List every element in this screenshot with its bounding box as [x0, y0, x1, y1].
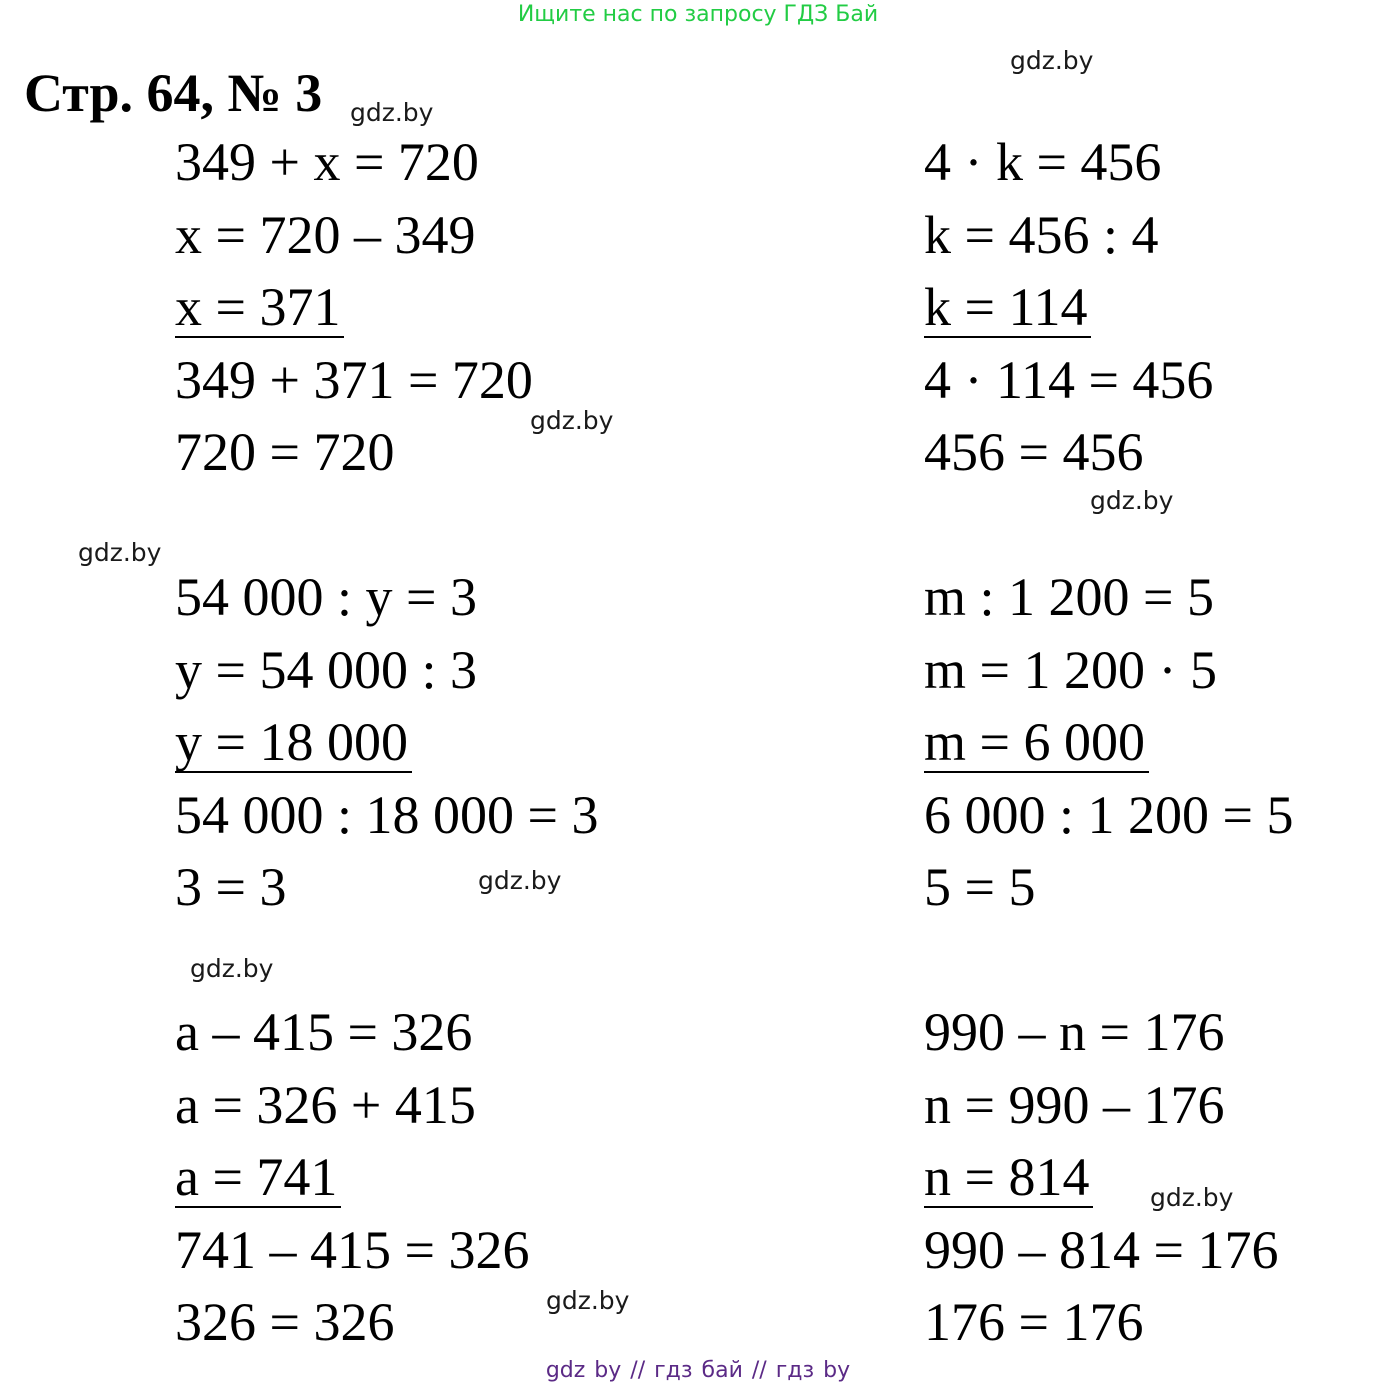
- equation-line: 990 – 814 = 176: [924, 1219, 1279, 1280]
- watermark: gdz.by: [1150, 1183, 1234, 1212]
- watermark: gdz.by: [190, 954, 274, 983]
- equation-line: 741 – 415 = 326: [175, 1219, 530, 1280]
- watermark: gdz.by: [1010, 46, 1094, 75]
- equation-line: 6 000 : 1 200 = 5: [924, 784, 1294, 845]
- equation-line: a = 326 + 415: [175, 1074, 476, 1135]
- equation-line: 456 = 456: [924, 422, 1144, 482]
- search-banner: Ищите нас по запросу ГДЗ Бай: [517, 2, 879, 27]
- watermark: gdz.by: [546, 1286, 630, 1315]
- watermark: gdz.by: [530, 406, 614, 435]
- answer-line: x = 371: [175, 271, 533, 344]
- equation-block-x: [175, 126, 533, 489]
- equation-line: m = 1 200 · 5: [924, 639, 1217, 700]
- equation-line: k = 456 : 4: [924, 204, 1159, 265]
- equation-line: 4 · 114 = 456: [924, 349, 1214, 410]
- equation-block-n: [924, 996, 1278, 1359]
- watermark: gdz.by: [350, 98, 434, 127]
- equation-line: 54 000 : 18 000 = 3: [175, 784, 599, 845]
- equation-line: a – 415 = 326: [175, 1002, 473, 1062]
- answer-line: a = 741: [175, 1141, 529, 1214]
- watermark: gdz.by: [1090, 486, 1174, 515]
- answer-line: y = 18 000: [175, 706, 598, 779]
- page-title: Стр. 64, № 3: [24, 63, 323, 123]
- equation-line: 54 000 : y = 3: [175, 567, 477, 627]
- watermark: gdz.by: [78, 538, 162, 567]
- answer-line: m = 6 000: [924, 706, 1293, 779]
- equation-line: x = 720 – 349: [175, 204, 476, 265]
- equation-line: m : 1 200 = 5: [924, 567, 1214, 627]
- equation-line: y = 54 000 : 3: [175, 639, 477, 700]
- equation-block-a: [175, 996, 529, 1359]
- equation-line: 4 · k = 456: [924, 132, 1162, 192]
- equation-line: 176 = 176: [924, 1292, 1144, 1352]
- equation-line: 3 = 3: [175, 857, 287, 917]
- equation-line: 349 + 371 = 720: [175, 349, 533, 410]
- equation-line: 720 = 720: [175, 422, 395, 482]
- answer-line: n = 814: [924, 1141, 1278, 1214]
- equation-block-k: [924, 126, 1213, 489]
- equation-line: 326 = 326: [175, 1292, 395, 1352]
- answer-line: k = 114: [924, 271, 1213, 344]
- equation-line: 349 + x = 720: [175, 132, 479, 192]
- equation-block-m: [924, 561, 1293, 924]
- equation-block-y: [175, 561, 598, 924]
- equation-line: 5 = 5: [924, 857, 1036, 917]
- watermark: gdz.by: [478, 866, 562, 895]
- equation-line: n = 990 – 176: [924, 1074, 1225, 1135]
- footer-links: gdz by // гдз бай // гдз by: [545, 1358, 851, 1383]
- equation-line: 990 – n = 176: [924, 1002, 1225, 1062]
